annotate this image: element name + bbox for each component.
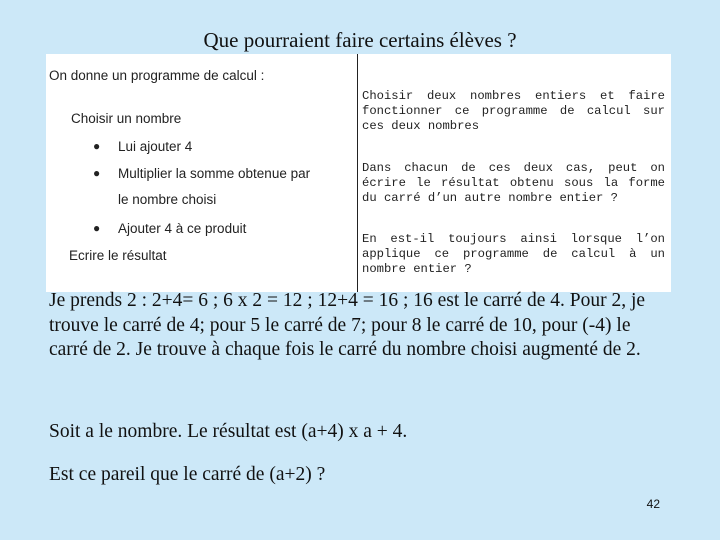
question-1: Choisir deux nombres entiers et faire fonctionner ce programme de calcul sur ces deux nombres xyxy=(362,89,665,133)
step-multiply-cont: le nombre choisi xyxy=(118,192,217,207)
question-2: Dans chacun de ces deux cas, peut on écrire le résultat obtenu sous la forme du carré d’un autre nombre entier ? xyxy=(362,161,665,205)
answer-paragraph-3: Est ce pareil que le carré de (a+2) ? xyxy=(49,464,326,485)
step-multiply: Multiplier la somme obtenue par xyxy=(118,166,311,181)
column-divider xyxy=(357,54,358,292)
bullet-dot: ● xyxy=(93,166,101,180)
answer-paragraph-2: Soit a le nombre. Le résultat est (a+4) x a + 4. xyxy=(49,421,408,442)
step-add-four-product: Ajouter 4 à ce produit xyxy=(118,221,247,236)
page-number: 42 xyxy=(646,497,660,511)
bullet-dot: ● xyxy=(93,139,101,153)
bullet-dot: ● xyxy=(93,221,101,235)
slide-title: Que pourraient faire certains élèves ? xyxy=(203,28,517,52)
exercise-image xyxy=(46,54,671,292)
step-add-four: Lui ajouter 4 xyxy=(118,139,193,154)
question-3: En est-il toujours ainsi lorsque l’on applique ce programme de calcul à un nombre entier ? xyxy=(362,232,665,276)
answer-paragraph-1: Je prends 2 : 2+4= 6 ; 6 x 2 = 12 ; 12+4 = 16 ; 16 est le carré de 4. Pour 2, je trouve le carré de 4; pour 5 le carré de 7; pour 8 le carré de 10, pour (-4) le carré de 2. Je trouve à chaque fois le carré du nombre choisi augmenté de 2. xyxy=(49,290,646,360)
exercise-intro: On donne un programme de calcul : xyxy=(49,68,265,83)
step-choose-number: Choisir un nombre xyxy=(71,111,182,126)
step-write-result: Ecrire le résultat xyxy=(69,248,167,263)
